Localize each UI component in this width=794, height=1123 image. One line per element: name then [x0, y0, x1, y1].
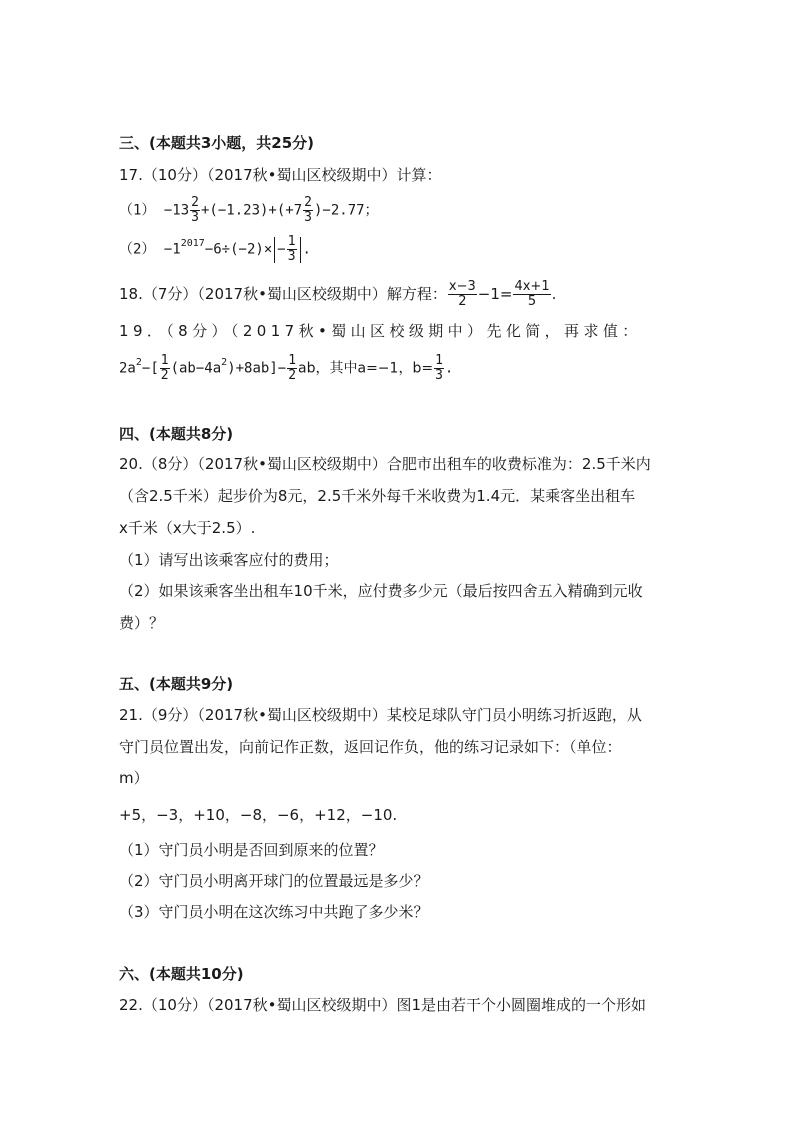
math-text: −1=: [477, 285, 513, 303]
question-21-line-3: m）: [119, 769, 149, 787]
section-heading-6: 六、(本题共10分): [119, 965, 244, 983]
question-20-line-1: 20.（8分）（2017秋•蜀山区校级期中）合肥市出租车的收费标准为：2.5千米内: [119, 455, 651, 473]
question-17-part-1: [119, 196, 679, 225]
question-19-expression: [119, 354, 679, 383]
denominator: 3: [435, 368, 443, 383]
math-text: .: [302, 241, 311, 258]
fraction: [448, 280, 477, 309]
question-17-part-2: [119, 235, 679, 264]
abs-bar-left: [274, 237, 275, 263]
fraction: [287, 235, 297, 264]
denominator: 3: [191, 210, 199, 225]
fraction: [303, 196, 313, 225]
numerator: 1: [435, 353, 443, 368]
math-text: +(−1.23)+(+7: [201, 202, 303, 219]
math-text: .: [444, 360, 454, 377]
question-21-part-2: （2）守门员小明离开球门的位置最远是多少？: [119, 872, 429, 890]
question-20-part-2-line-1: （2）如果该乘客坐出租车10千米，应付费多少元（最后按四舍五入精确到元收: [119, 582, 643, 600]
exponent: 2: [221, 356, 228, 368]
numerator: 2: [304, 195, 312, 210]
denominator: 2: [160, 368, 169, 383]
fraction: [160, 354, 170, 383]
part-label: （1）: [119, 202, 156, 219]
math-text: −13: [163, 202, 190, 219]
math-text: )−2.77；: [313, 202, 379, 219]
question-21-line-2: 守门员位置出发，向前记作正数，返回记作负，他的练习记录如下：（单位：: [119, 738, 622, 756]
denominator: 3: [287, 249, 296, 264]
denominator: 3: [304, 210, 312, 225]
part-label: （2）: [119, 241, 156, 258]
fraction: [287, 354, 297, 383]
denominator: 5: [527, 294, 537, 309]
numerator: 1: [287, 234, 296, 249]
fraction: [190, 196, 200, 225]
exponent: 2: [135, 356, 142, 368]
math-text: −6÷(−2)×: [204, 241, 273, 258]
section-heading-4: 四、(本题共8分): [119, 425, 234, 443]
math-text: −1: [163, 241, 181, 258]
math-text: (ab−4a: [170, 360, 222, 377]
denominator: 2: [288, 368, 297, 383]
question-22-line-1: 22.（10分）（2017秋•蜀山区校级期中）图1是由若干个小圆圈堆成的一个形如: [119, 996, 647, 1014]
numerator: 1: [160, 353, 169, 368]
question-18: [119, 280, 679, 309]
numerator: 1: [288, 353, 297, 368]
math-text: )+8ab]−: [227, 360, 287, 377]
question-21-line-1: 21.（9分）（2017秋•蜀山区校级期中）某校足球队守门员小明练习折返跑，从: [119, 706, 642, 724]
question-20-part-2-line-2: 费）？: [119, 614, 165, 632]
fraction: [434, 354, 444, 383]
numerator: 2: [191, 195, 199, 210]
question-17-stem: 17.（10分）（2017秋•蜀山区校级期中）计算：: [119, 166, 442, 184]
question-21-part-1: （1）守门员小明是否回到原来的位置？: [119, 841, 384, 859]
question-21-data: +5，−3，+10，−8，−6，+12，−10.: [119, 806, 398, 824]
question-18-stem: 18.（7分）（2017秋•蜀山区校级期中）解方程：: [119, 285, 447, 303]
fraction: [513, 280, 550, 309]
math-text: −: [277, 241, 286, 258]
exponent: 2017: [180, 237, 205, 249]
numerator: 4x+1: [514, 279, 550, 294]
math-text: 2a: [119, 360, 136, 377]
question-20-line-3: x千米（x大于2.5）.: [119, 519, 256, 537]
numerator: x−3: [448, 279, 476, 294]
section-heading-5: 五、(本题共9分): [119, 675, 234, 693]
section-heading-3: 三、(本题共3小题，共25分): [119, 134, 315, 152]
question-20-part-1: （1）请写出该乘客应付的费用；: [119, 551, 339, 569]
math-text: −[: [141, 360, 159, 377]
question-20-line-2: （含2.5千米）起步价为8元，2.5千米外每千米收费为1.4元．某乘客坐出租车: [119, 487, 636, 505]
math-text: .: [551, 285, 557, 303]
math-text: ab，其中a=−1，b=: [298, 360, 434, 377]
question-21-part-3: （3）守门员小明在这次练习中共跑了多少米？: [119, 903, 429, 921]
question-19-stem: 19．（8分）（2017秋•蜀山区校级期中）先化简，再求值：: [119, 322, 642, 340]
abs-bar-right: [300, 237, 301, 263]
denominator: 2: [458, 294, 467, 309]
